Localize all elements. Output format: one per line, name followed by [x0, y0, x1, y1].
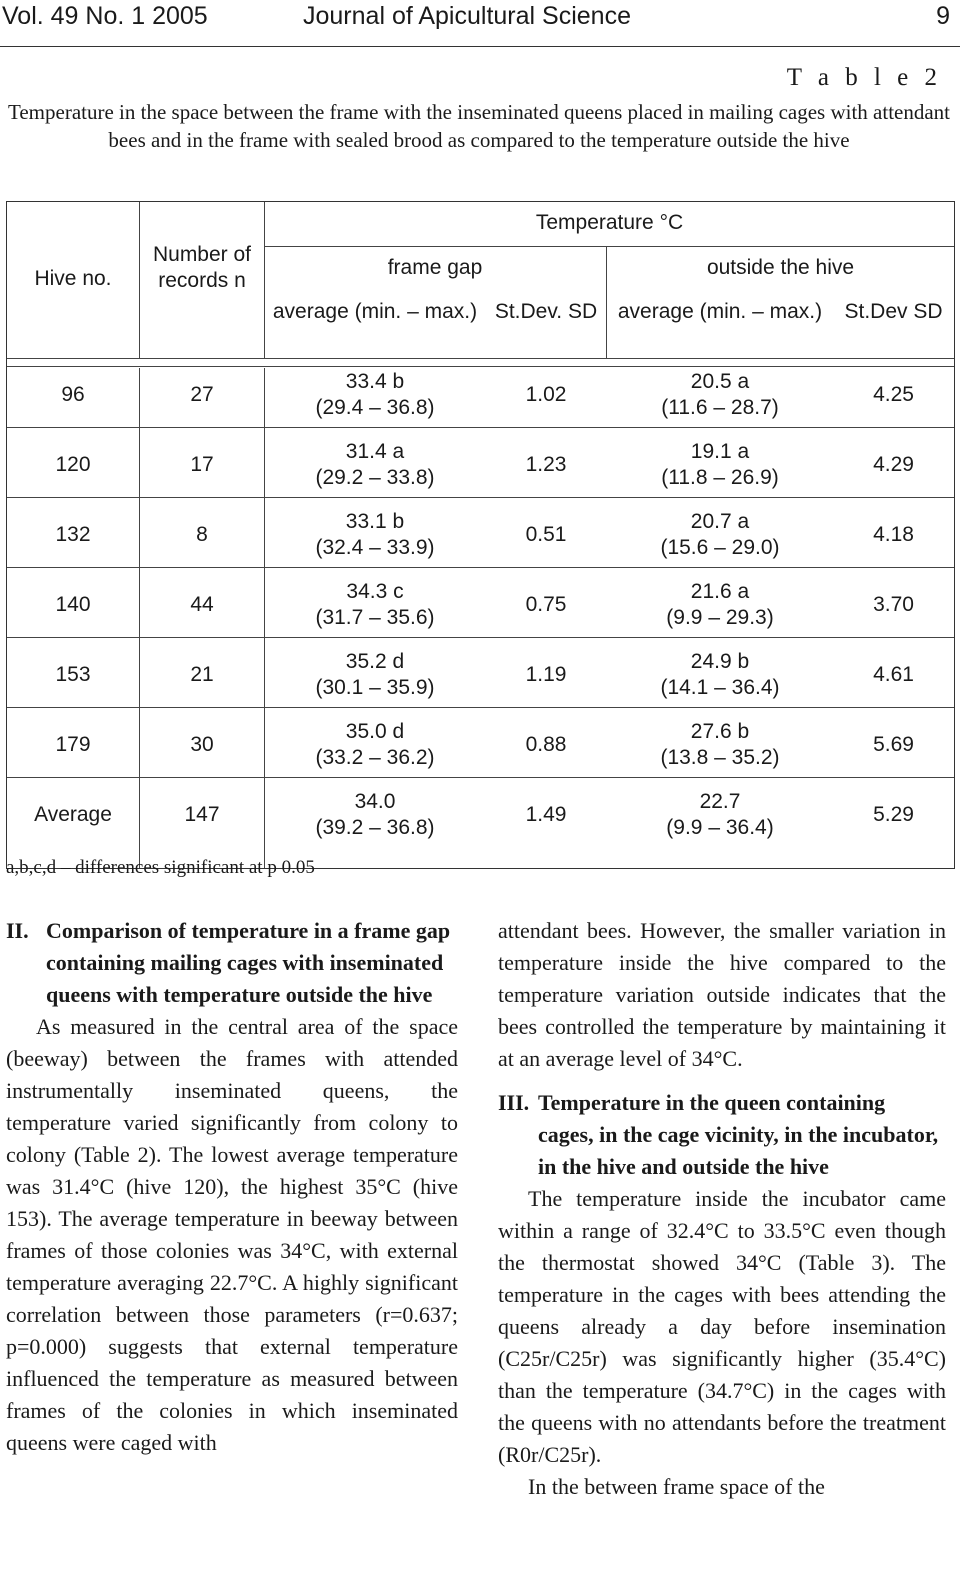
cell-frame-average: 33.4 b [345, 370, 405, 393]
cell-outside-sd: 4.61 [873, 663, 914, 686]
cell-frame-average: 35.2 d [345, 650, 405, 673]
cell-frame-range: (33.2 – 36.2) [315, 746, 435, 769]
cell-hive: Average [34, 803, 112, 826]
cell-frame-average: 34.0 [354, 790, 396, 813]
header-sd-outside: St.Dev SD [844, 300, 943, 323]
spacer [498, 1075, 946, 1087]
cell-records: 17 [190, 453, 214, 476]
body-paragraph: As measured in the central area of the space (beeway) between the frames with attended instrumentally inseminated queens, the temperature varied significantly from colony to colony (Table 2). The lowest average temperature was 31.4°C (hive 120), the highest 35°C (hive 153). The average temperature in beeway between frames of those colonies was 34°C, with external temperature averaging 22.7°C. A highly significant correlation between those parameters (r=0.637; p=0.000) suggests that external temperature influenced the temperature as measured between frames of the colonies in which inseminated queens were caged with [6, 1014, 458, 1455]
section-heading [6, 915, 458, 1011]
cell-frame-average: 33.1 b [345, 510, 405, 533]
cell-outside-average: 19.1 a [690, 440, 750, 463]
header-average-outside: average (min. – max.) [617, 300, 823, 323]
body-paragraph: In the between frame space of the [528, 1474, 825, 1499]
cell-outside-sd: 4.29 [873, 453, 914, 476]
cell-frame-average: 31.4 a [345, 440, 405, 463]
cell-records: 44 [190, 593, 214, 616]
section-title: Temperature in the queen containing cages, in the cage vicinity, in the incubator, in the hive and outside the hive [538, 1090, 939, 1179]
cell-records: 147 [184, 803, 220, 826]
cell-outside-range: (9.9 – 29.3) [666, 606, 774, 629]
cell-hive: 153 [55, 663, 91, 686]
right-column [498, 915, 946, 1503]
cell-frame-sd: 1.49 [525, 803, 567, 826]
header-average-frame: average (min. – max.) [272, 300, 478, 323]
cell-outside-average: 20.5 a [690, 370, 750, 393]
header-number-of-records: Number of records n [152, 243, 252, 292]
section-heading [498, 1087, 946, 1183]
running-header [0, 0, 960, 47]
cell-outside-range: (11.6 – 28.7) [661, 396, 779, 419]
cell-hive: 120 [55, 453, 91, 476]
table-label: T a b l e 2 [786, 64, 942, 91]
cell-outside-range: (13.8 – 35.2) [660, 746, 780, 769]
cell-frame-range: (30.1 – 35.9) [315, 676, 435, 699]
cell-outside-range: (11.8 – 26.9) [661, 466, 779, 489]
cell-outside-range: (9.9 – 36.4) [666, 816, 774, 839]
table-hline [7, 366, 954, 367]
cell-outside-average: 22.7 [699, 790, 741, 813]
table-footnote: a,b,c,d – differences significant at p 0.05 [6, 857, 315, 878]
cell-frame-sd: 1.02 [525, 383, 567, 406]
cell-outside-sd: 5.29 [873, 803, 914, 826]
cell-records: 27 [190, 383, 214, 406]
left-column [6, 915, 458, 1459]
cell-frame-range: (29.2 – 33.8) [315, 466, 435, 489]
cell-outside-average: 21.6 a [690, 580, 750, 603]
data-table [6, 201, 955, 869]
table-hline [7, 567, 954, 568]
header-outside-hive: outside the hive [706, 256, 855, 279]
body-paragraph: attendant bees. However, the smaller variation in temperature inside the hive compared to the temperature variation outside indicates that the bees controlled the temperature by maintaining it at an average level of 34°C. [498, 918, 946, 1071]
header-hive-no: Hive no. [34, 267, 112, 290]
cell-hive: 140 [55, 593, 91, 616]
section-number: III. [498, 1090, 530, 1115]
cell-frame-average: 35.0 d [345, 720, 405, 743]
section-number: II. [6, 918, 29, 943]
cell-frame-sd: 0.51 [525, 523, 567, 546]
table-hline [7, 707, 954, 708]
cell-hive: 96 [61, 383, 85, 406]
header-sd-frame: St.Dev. SD [494, 300, 598, 323]
cell-frame-range: (32.4 – 33.9) [315, 536, 435, 559]
cell-frame-sd: 0.75 [525, 593, 567, 616]
table-hline [7, 637, 954, 638]
cell-frame-average: 34.3 c [346, 580, 404, 603]
cell-outside-sd: 5.69 [873, 733, 914, 756]
header-frame-gap: frame gap [387, 256, 483, 279]
table-hline [7, 427, 954, 428]
cell-frame-sd: 0.88 [525, 733, 567, 756]
cell-records: 21 [190, 663, 214, 686]
cell-outside-average: 27.6 b [690, 720, 750, 743]
cell-records: 8 [196, 523, 208, 546]
cell-frame-range: (31.7 – 35.6) [315, 606, 435, 629]
cell-frame-range: (39.2 – 36.8) [315, 816, 435, 839]
cell-outside-average: 24.9 b [690, 650, 750, 673]
table-hline [264, 246, 954, 247]
page-number: 9 [936, 2, 950, 30]
table-hline [7, 497, 954, 498]
cell-records: 30 [190, 733, 214, 756]
journal-title: Journal of Apicultural Science [303, 2, 631, 30]
cell-hive: 132 [55, 523, 91, 546]
cell-outside-sd: 4.18 [873, 523, 914, 546]
cell-frame-sd: 1.19 [525, 663, 567, 686]
cell-frame-range: (29.4 – 36.8) [315, 396, 435, 419]
cell-outside-range: (14.1 – 36.4) [660, 676, 780, 699]
cell-hive: 179 [55, 733, 91, 756]
cell-outside-average: 20.7 a [690, 510, 750, 533]
section-title: Comparison of temperature in a frame gap containing mailing cages with inseminated queens with temperature outside the hive [46, 918, 451, 1007]
cell-outside-sd: 3.70 [873, 593, 914, 616]
cell-outside-sd: 4.25 [873, 383, 914, 406]
volume-info: Vol. 49 No. 1 2005 [2, 2, 208, 30]
body-paragraph: The temperature inside the incubator came within a range of 32.4°C to 33.5°C even though the thermostat showed 34°C (Table 3). The temperature in the cages with bees attending the queens already a day before insemination (C25r/C25r) was significantly higher (35.4°C) than the temperature (34.7°C) in the cages with the queens with no attendants before the treatment (R0r/C25r). [498, 1186, 946, 1467]
table-caption: Temperature in the space between the frame with the inseminated queens placed in mailing cages with attendant bees and in the frame with sealed brood as compared to the temperature outside the hive [8, 100, 951, 152]
table-vline [139, 368, 140, 868]
cell-outside-range: (15.6 – 29.0) [660, 536, 780, 559]
cell-frame-sd: 1.23 [525, 453, 567, 476]
table-hline [7, 777, 954, 778]
header-temperature: Temperature °C [535, 211, 684, 234]
table-hline [7, 358, 954, 359]
